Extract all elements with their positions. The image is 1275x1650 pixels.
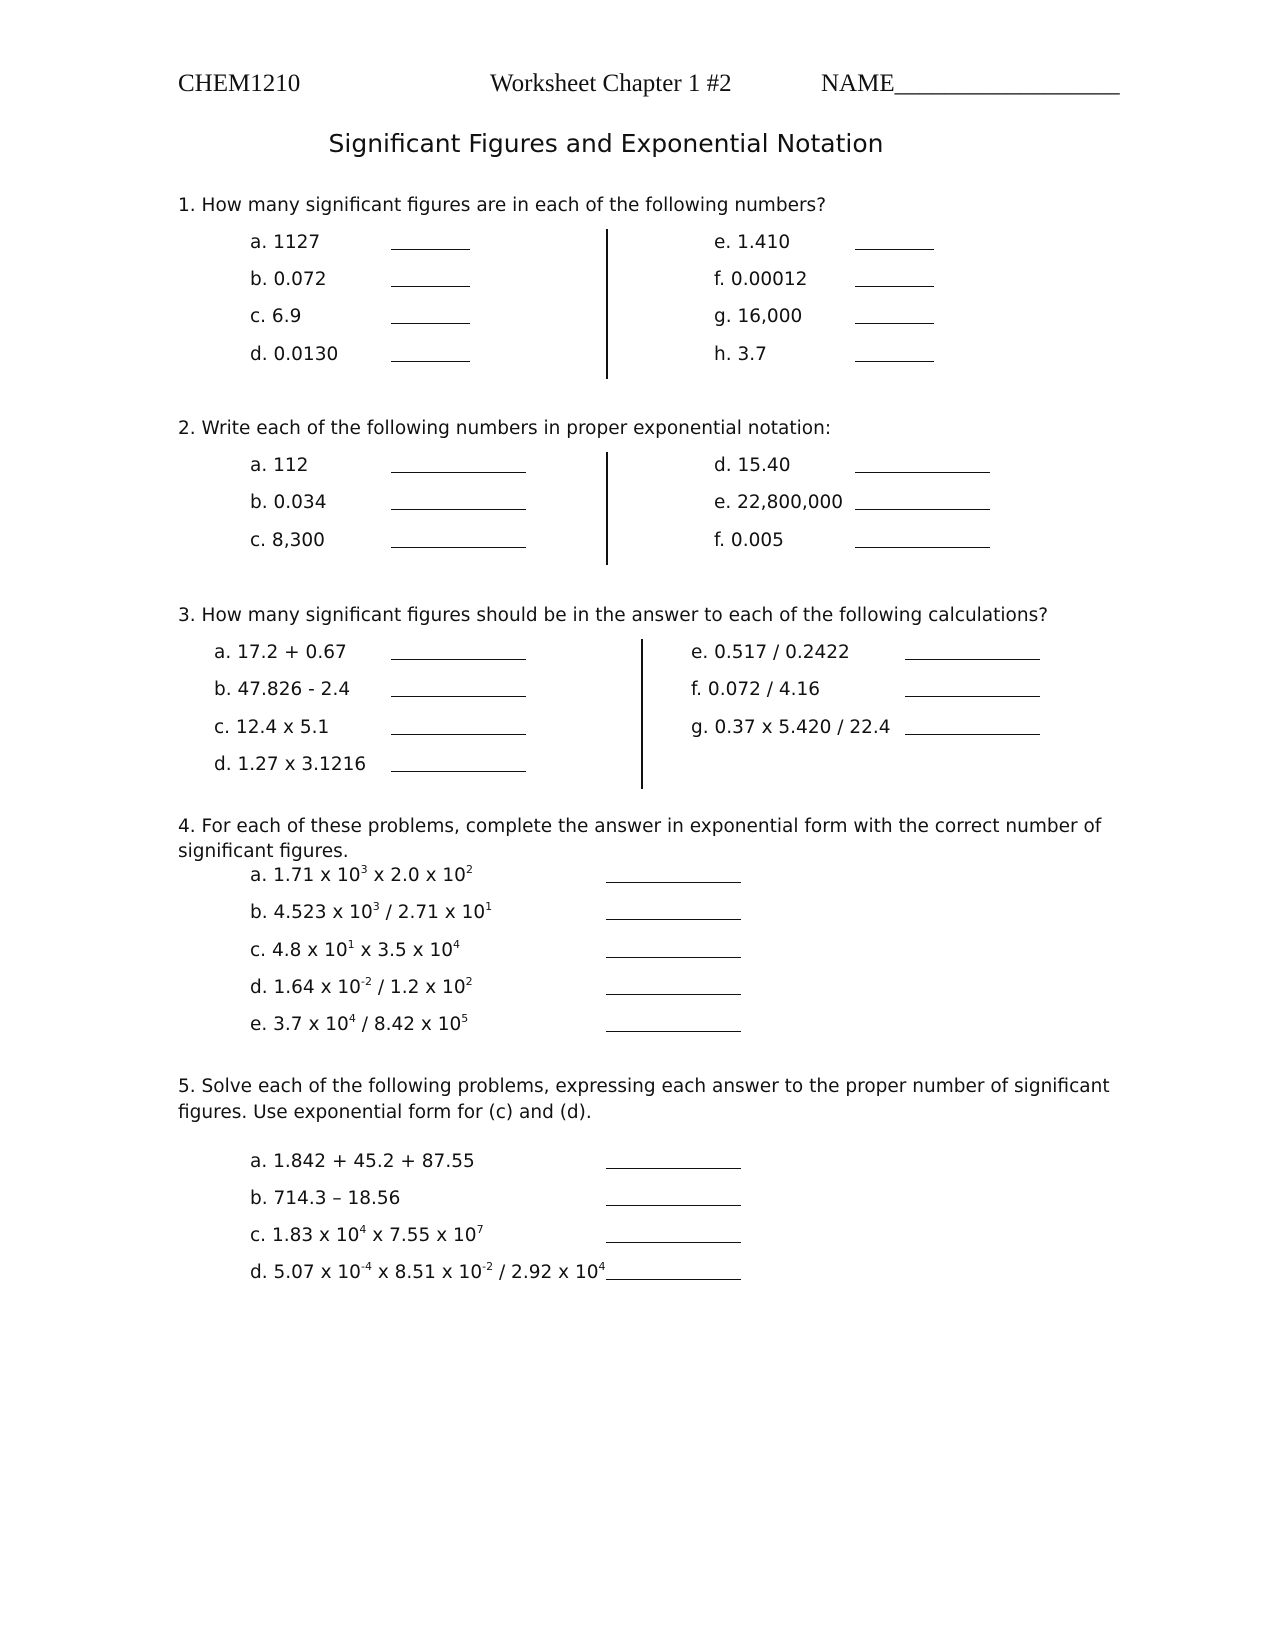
expression-text: 3.7 x 10	[273, 1014, 349, 1035]
q2-item-c: c. 8,300	[250, 530, 325, 551]
q1-item-b: b. 0.072	[250, 269, 327, 290]
q3-item-e: e. 0.517 / 0.2422	[691, 642, 850, 663]
item-letter: b.	[250, 1188, 268, 1209]
q3-item-b: b. 47.826 - 2.4	[214, 679, 351, 700]
q1-answer-g[interactable]	[855, 323, 934, 324]
column-divider	[606, 452, 608, 565]
q4-item-b	[250, 902, 492, 923]
expression-text: / 2.92 x 10	[493, 1262, 599, 1283]
expression-text: x 8.51 x 10	[371, 1262, 483, 1283]
q5-answer-a[interactable]	[606, 1168, 741, 1169]
question-5-prompt-cont: figures. Use exponential form for (c) and (d).	[178, 1102, 592, 1123]
expression-text: / 1.2 x 10	[371, 977, 466, 998]
question-4-prompt: 4. For each of these problems, complete the answer in exponential form with the correct number of	[178, 816, 1102, 837]
q1-answer-b[interactable]	[391, 286, 470, 287]
q1-answer-e[interactable]	[855, 249, 934, 250]
q3-item-g: g. 0.37 x 5.420 / 22.4	[691, 717, 891, 738]
q5-answer-d[interactable]	[606, 1279, 741, 1280]
q4-item-d	[250, 977, 473, 998]
question-2-prompt: 2. Write each of the following numbers in proper exponential notation:	[178, 418, 832, 439]
q3-item-d: d. 1.27 x 3.1216	[214, 754, 367, 775]
expression-text: 1.64 x 10	[273, 977, 361, 998]
q1-item-e: e. 1.410	[714, 232, 791, 253]
expression-text: 4.523 x 10	[273, 902, 373, 923]
q2-item-f: f. 0.005	[714, 530, 784, 551]
q1-item-c: c. 6.9	[250, 306, 302, 327]
q3-item-c: c. 12.4 x 5.1	[214, 717, 330, 738]
q5-answer-b[interactable]	[606, 1205, 741, 1206]
expression-text: 4.8 x 10	[271, 940, 348, 961]
q4-item-e	[250, 1014, 468, 1035]
q4-answer-c[interactable]	[606, 957, 741, 958]
q2-answer-c[interactable]	[391, 547, 526, 548]
q4-answer-a[interactable]	[606, 882, 741, 883]
q4-item-c	[250, 940, 460, 961]
q2-answer-b[interactable]	[391, 509, 526, 510]
q2-item-a: a. 112	[250, 455, 309, 476]
name-field[interactable]: NAME__________________	[821, 70, 1120, 97]
course-code: CHEM1210	[178, 70, 301, 97]
q2-item-d: d. 15.40	[714, 455, 791, 476]
question-1-prompt: 1. How many significant figures are in each of the following numbers?	[178, 195, 827, 216]
expression-text: x 2.0 x 10	[367, 865, 466, 886]
q2-item-b: b. 0.034	[250, 492, 327, 513]
q5-item-d	[250, 1262, 606, 1283]
exponent: -4	[360, 1260, 372, 1273]
q4-answer-d[interactable]	[606, 994, 741, 995]
q1-answer-d[interactable]	[391, 361, 470, 362]
q2-answer-f[interactable]	[855, 547, 990, 548]
q3-answer-b[interactable]	[391, 696, 526, 697]
expression-text: / 2.71 x 10	[379, 902, 486, 923]
q4-answer-e[interactable]	[606, 1031, 741, 1032]
q3-answer-g[interactable]	[905, 734, 1040, 735]
q2-item-e: e. 22,800,000	[714, 492, 844, 513]
exponent: 4	[598, 1260, 606, 1273]
q2-answer-e[interactable]	[855, 509, 990, 510]
worksheet-label: Worksheet Chapter 1 #2	[490, 70, 732, 97]
q3-item-a: a. 17.2 + 0.67	[214, 642, 347, 663]
q2-answer-a[interactable]	[391, 472, 526, 473]
q5-item-b	[250, 1188, 400, 1209]
q3-item-f: f. 0.072 / 4.16	[691, 679, 821, 700]
q1-answer-h[interactable]	[855, 361, 934, 362]
q5-item-a	[250, 1151, 475, 1172]
expression-text: x 3.5 x 10	[354, 940, 454, 961]
expression-text: / 8.42 x 10	[355, 1014, 462, 1035]
exponent: 5	[461, 1012, 469, 1025]
exponent: -2	[360, 975, 372, 988]
expression-text: 1.83 x 10	[271, 1225, 360, 1246]
q3-answer-e[interactable]	[905, 659, 1040, 660]
expression-text: 714.3 – 18.56	[273, 1188, 401, 1209]
q1-item-f: f. 0.00012	[714, 269, 808, 290]
expression-text: 5.07 x 10	[273, 1262, 361, 1283]
q1-item-d: d. 0.0130	[250, 344, 339, 365]
page-title: Significant Figures and Exponential Notation	[328, 129, 884, 158]
expression-text: 1.842 + 45.2 + 87.55	[273, 1151, 475, 1172]
item-letter: c.	[250, 940, 267, 961]
q1-item-g: g. 16,000	[714, 306, 803, 327]
exponent: 2	[465, 863, 473, 876]
expression-text: 1.71 x 10	[273, 865, 361, 886]
question-4-prompt-cont: significant figures.	[178, 841, 349, 862]
q5-item-c	[250, 1225, 484, 1246]
question-5-prompt: 5. Solve each of the following problems, expressing each answer to the proper number of significant	[178, 1076, 1110, 1097]
expression-text: x 7.55 x 10	[366, 1225, 477, 1246]
item-letter: a.	[250, 865, 268, 886]
exponent: 4	[453, 938, 461, 951]
exponent: 7	[476, 1223, 484, 1236]
q3-answer-a[interactable]	[391, 659, 526, 660]
item-letter: d.	[250, 977, 268, 998]
q1-item-a: a. 1127	[250, 232, 321, 253]
exponent: 4	[348, 1012, 356, 1025]
column-divider	[606, 229, 608, 379]
q3-answer-f[interactable]	[905, 696, 1040, 697]
exponent: 1	[347, 938, 355, 951]
q1-answer-f[interactable]	[855, 286, 934, 287]
item-letter: b.	[250, 902, 268, 923]
q3-answer-c[interactable]	[391, 734, 526, 735]
exponent: 4	[359, 1223, 367, 1236]
q1-item-h: h. 3.7	[714, 344, 767, 365]
q2-answer-d[interactable]	[855, 472, 990, 473]
exponent: 1	[485, 900, 493, 913]
question-3-prompt: 3. How many significant figures should be in the answer to each of the following calculations?	[178, 605, 1049, 626]
item-letter: a.	[250, 1151, 268, 1172]
q1-answer-a[interactable]	[391, 249, 470, 250]
column-divider	[641, 639, 643, 789]
q4-item-a	[250, 865, 473, 886]
exponent: 3	[372, 900, 380, 913]
exponent: 2	[465, 975, 473, 988]
exponent: 3	[360, 863, 368, 876]
q4-answer-b[interactable]	[606, 919, 741, 920]
item-letter: c.	[250, 1225, 267, 1246]
item-letter: d.	[250, 1262, 268, 1283]
q5-answer-c[interactable]	[606, 1242, 741, 1243]
q1-answer-c[interactable]	[391, 323, 470, 324]
q3-answer-d[interactable]	[391, 771, 526, 772]
item-letter: e.	[250, 1014, 268, 1035]
exponent: -2	[482, 1260, 494, 1273]
